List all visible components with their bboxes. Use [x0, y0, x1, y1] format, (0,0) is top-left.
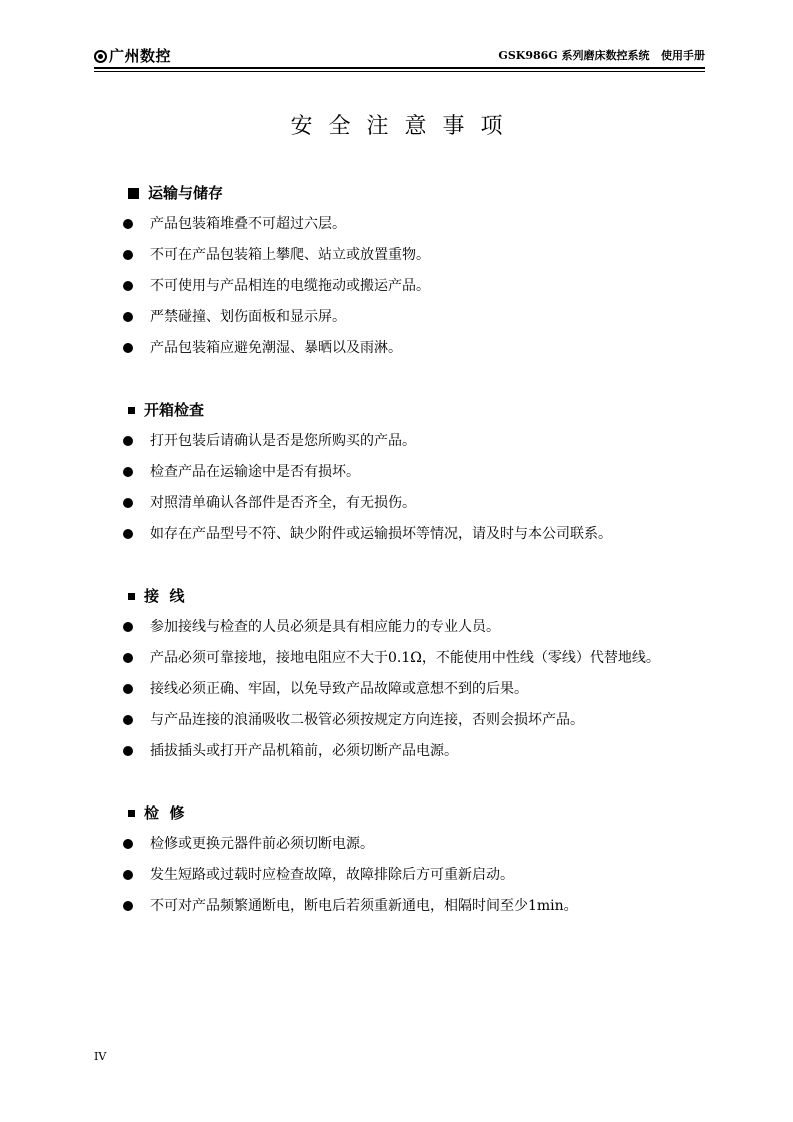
- list-item: [120, 209, 710, 240]
- bullet-icon: [123, 901, 133, 911]
- list-item-text: 发生短路或过载时应检查故障，故障排除后方可重新启动。: [150, 867, 514, 883]
- bullet-icon: [123, 219, 133, 229]
- bullet-icon: [123, 467, 133, 477]
- square-bullet-icon: [128, 407, 135, 414]
- bullet-icon: [123, 746, 133, 756]
- square-bullet-icon: [128, 188, 139, 199]
- square-bullet-icon: [128, 593, 135, 600]
- list-item-text: 产品必须可靠接地，接地电阻应不大于0.1Ω，不能使用中性线（零线）代替地线。: [150, 650, 660, 666]
- list-item: [120, 519, 710, 550]
- section-heading-text: 接 线: [144, 587, 185, 605]
- list-item: [120, 240, 710, 271]
- list-item: [120, 674, 710, 705]
- bullet-icon: [123, 250, 133, 260]
- section-wiring: [120, 581, 710, 767]
- square-bullet-icon: [128, 810, 135, 817]
- logo-text: 广州数控: [109, 47, 172, 65]
- page-number: IV: [94, 1050, 107, 1063]
- list-item: [120, 612, 710, 643]
- section-heading: [120, 178, 710, 209]
- bullet-icon: [123, 622, 133, 632]
- page-title: 安全注意事项: [290, 114, 519, 139]
- list-item: [120, 705, 710, 736]
- list-item-text: 如存在产品型号不符、缺少附件或运输损坏等情况，请及时与本公司联系。: [150, 526, 612, 542]
- list-item: [120, 333, 710, 364]
- page-header: [94, 44, 705, 68]
- list-item: [120, 426, 710, 457]
- section-unpacking: [120, 395, 710, 550]
- bullet-icon: [123, 715, 133, 725]
- section-heading: [120, 395, 710, 426]
- bullet-icon: [123, 498, 133, 508]
- list-item: [120, 829, 710, 860]
- bullet-icon: [123, 312, 133, 322]
- content: [120, 178, 710, 953]
- list-item: [120, 860, 710, 891]
- list-item-text: 参加接线与检查的人员必须是具有相应能力的专业人员。: [150, 619, 500, 635]
- manual-title: GSK986G 系列磨床数控系统 使用手册: [498, 49, 705, 62]
- list-item: [120, 736, 710, 767]
- list-item-text: 产品包装箱应避免潮湿、暴晒以及雨淋。: [150, 340, 402, 356]
- bullet-icon: [123, 653, 133, 663]
- bullet-icon: [123, 343, 133, 353]
- list-item: [120, 302, 710, 333]
- list-item-text: 对照清单确认各部件是否齐全，有无损伤。: [150, 495, 416, 511]
- section-heading: [120, 581, 710, 612]
- list-item-text: 检修或更换元器件前必须切断电源。: [150, 836, 374, 852]
- bullet-icon: [123, 839, 133, 849]
- list-item: [120, 457, 710, 488]
- list-item-text: 打开包装后请确认是否是您所购买的产品。: [150, 433, 416, 449]
- list-item-text: 检查产品在运输途中是否有损坏。: [150, 464, 360, 480]
- company-logo: [94, 46, 171, 66]
- section-transport-storage: [120, 178, 710, 364]
- list-item-text: 严禁碰撞、划伤面板和显示屏。: [150, 309, 346, 325]
- section-heading-text: 检 修: [144, 804, 185, 822]
- bullet-icon: [123, 436, 133, 446]
- list-item-text: 不可在产品包装箱上攀爬、站立或放置重物。: [150, 247, 430, 263]
- section-heading: [120, 798, 710, 829]
- bullet-icon: [123, 529, 133, 539]
- list-item: [120, 488, 710, 519]
- section-maintenance: [120, 798, 710, 922]
- bullet-icon: [123, 870, 133, 880]
- header-rule-thin: [94, 71, 705, 72]
- list-item-text: 不可使用与产品相连的电缆拖动或搬运产品。: [150, 278, 430, 294]
- list-item-text: 不可对产品频繁通断电，断电后若须重新通电，相隔时间至少1min。: [150, 898, 578, 914]
- list-item-text: 接线必须正确、牢固，以免导致产品故障或意想不到的后果。: [150, 681, 528, 697]
- header-rule-thick: [94, 67, 705, 69]
- gsk-logo-icon: [94, 50, 107, 63]
- list-item: [120, 271, 710, 302]
- list-item: [120, 891, 710, 922]
- list-item-text: 与产品连接的浪涌吸收二极管必须按规定方向连接，否则会损坏产品。: [150, 712, 584, 728]
- list-item-text: 插拔插头或打开产品机箱前，必须切断产品电源。: [150, 743, 458, 759]
- bullet-icon: [123, 281, 133, 291]
- list-item: [120, 643, 710, 674]
- bullet-icon: [123, 684, 133, 694]
- section-heading-text: 开箱检查: [144, 401, 205, 419]
- section-heading-text: 运输与储存: [148, 184, 224, 202]
- list-item-text: 产品包装箱堆叠不可超过六层。: [150, 216, 346, 232]
